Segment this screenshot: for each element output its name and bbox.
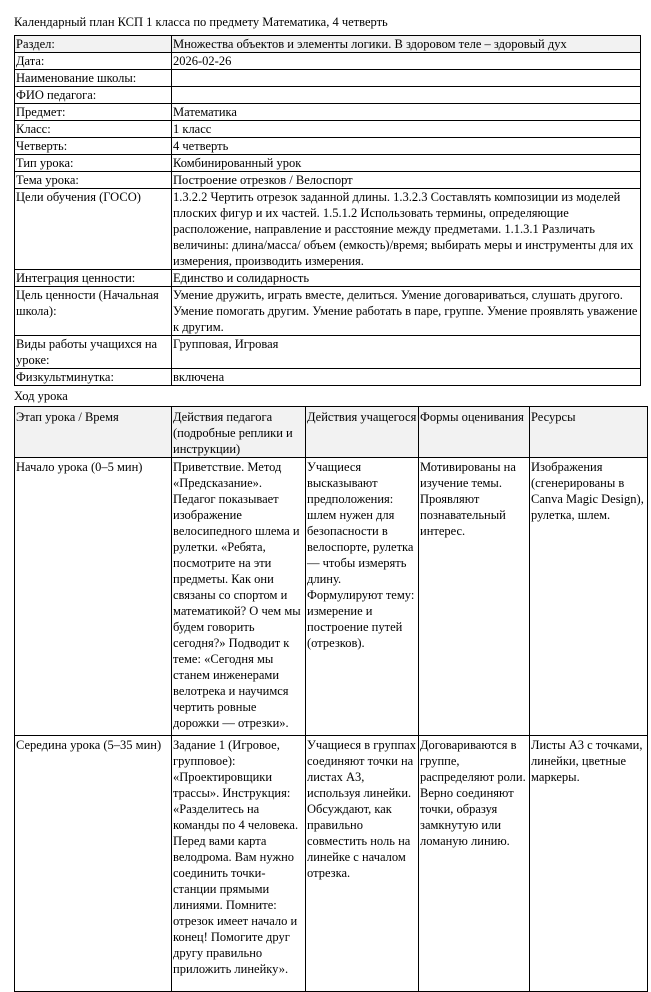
lesson-header-cell: Ресурсы bbox=[530, 407, 648, 458]
info-key: Предмет: bbox=[15, 104, 172, 121]
lesson-cell: Начало урока (0–5 мин) bbox=[15, 458, 172, 736]
info-row bbox=[15, 155, 641, 172]
info-key: Четверть: bbox=[15, 138, 172, 155]
info-value bbox=[172, 87, 641, 104]
info-value: Групповая, Игровая bbox=[172, 336, 641, 369]
info-key: Дата: bbox=[15, 53, 172, 70]
info-value: Умение дружить, играть вместе, делиться. Умение договариваться, слушать другого. Умение помогать другим. Умение работать в паре, группе. Умение проявлять уважение к другим. bbox=[172, 287, 641, 336]
lesson-table bbox=[14, 406, 648, 992]
info-table bbox=[14, 35, 641, 386]
lesson-cell: Середина урока (5–35 мин) bbox=[15, 736, 172, 992]
info-key: Раздел: bbox=[15, 36, 172, 53]
info-row bbox=[15, 172, 641, 189]
lesson-cell: Задание 1 (Игровое, групповое): «Проектировщики трассы». Инструкция: «Разделитесь на команды по 4 человека. Перед вами карта велодрома. Вам нужно соединить точки-станции прямыми линиями. Помните: отрезок имеет начало и конец! Помогите друг другу правильно приложить линейку». bbox=[172, 736, 306, 992]
info-row bbox=[15, 336, 641, 369]
info-key: Цели обучения (ГОСО) bbox=[15, 189, 172, 270]
info-value: Единство и солидарность bbox=[172, 270, 641, 287]
info-key: Наименование школы: bbox=[15, 70, 172, 87]
lesson-header-cell: Этап урока / Время bbox=[15, 407, 172, 458]
lesson-cell: Листы А3 с точками, линейки, цветные маркеры. bbox=[530, 736, 648, 992]
lesson-cell: Учащиеся высказывают предположения: шлем нужен для безопасности в велоспорте, рулетка — чтобы измерять длину. Формулируют тему: измерение и построение путей (отрезков). bbox=[306, 458, 419, 736]
info-value: Множества объектов и элементы логики. В здоровом теле – здоровый дух bbox=[172, 36, 641, 53]
info-value: 4 четверть bbox=[172, 138, 641, 155]
document-page bbox=[14, 12, 644, 992]
info-key: Тема урока: bbox=[15, 172, 172, 189]
info-row bbox=[15, 87, 641, 104]
info-key: Цель ценности (Начальная школа): bbox=[15, 287, 172, 336]
info-value: Математика bbox=[172, 104, 641, 121]
info-value bbox=[172, 70, 641, 87]
info-row bbox=[15, 70, 641, 87]
table-row bbox=[15, 736, 648, 992]
info-row bbox=[15, 53, 641, 70]
lesson-cell: Учащиеся в группах соединяют точки на листах А3, используя линейки. Обсуждают, как правильно совместить ноль на линейке с началом отрезка. bbox=[306, 736, 419, 992]
lesson-header-cell: Действия учащегося bbox=[306, 407, 419, 458]
info-row bbox=[15, 138, 641, 155]
lesson-header-cell: Действия педагога (подробные реплики и инструкции) bbox=[172, 407, 306, 458]
table-row bbox=[15, 458, 648, 736]
info-value: 1 класс bbox=[172, 121, 641, 138]
info-key: Виды работы учащихся на уроке: bbox=[15, 336, 172, 369]
info-value: Комбинированный урок bbox=[172, 155, 641, 172]
info-row bbox=[15, 287, 641, 336]
document-title: Календарный план КСП 1 класса по предмету Математика, 4 четверть bbox=[14, 15, 388, 29]
info-row bbox=[15, 270, 641, 287]
info-row bbox=[15, 36, 641, 53]
info-key: Физкультминутка: bbox=[15, 369, 172, 386]
info-row bbox=[15, 189, 641, 270]
lesson-cell: Изображения (сгенерированы в Canva Magic Design), рулетка, шлем. bbox=[530, 458, 648, 736]
info-value: 1.3.2.2 Чертить отрезок заданной длины. 1.3.2.3 Составлять композиции из моделей плоских фигур и их частей. 1.5.1.2 Использовать термины, определяющие расположение, направление и расстояние между предметами. 1.1.3.1 Различать величины: длина/масса/ объем (емкость)/время; выбирать меры и инструменты для их измерения, производить измерения. bbox=[172, 189, 641, 270]
lesson-cell: Мотивированы на изучение темы. Проявляют познавательный интерес. bbox=[419, 458, 530, 736]
lesson-section-title: Ход урока bbox=[14, 389, 68, 403]
info-row bbox=[15, 121, 641, 138]
lesson-cell: Договариваются в группе, распределяют роли. Верно соединяют точки, образуя замкнутую или ломаную линию. bbox=[419, 736, 530, 992]
info-key: Тип урока: bbox=[15, 155, 172, 172]
info-value: Построение отрезков / Велоспорт bbox=[172, 172, 641, 189]
lesson-cell: Приветствие. Метод «Предсказание». Педагог показывает изображение велосипедного шлема и рулетки. «Ребята, посмотрите на эти предметы. Как они связаны со спортом и математикой? О чем мы будем говорить сегодня?» Подводит к теме: «Сегодня мы станем инженерами велотрека и научимся чертить ровные дорожки — отрезки». bbox=[172, 458, 306, 736]
info-key: ФИО педагога: bbox=[15, 87, 172, 104]
info-value: 2026-02-26 bbox=[172, 53, 641, 70]
lesson-header-cell: Формы оценивания bbox=[419, 407, 530, 458]
info-key: Интеграция ценности: bbox=[15, 270, 172, 287]
info-key: Класс: bbox=[15, 121, 172, 138]
info-row bbox=[15, 104, 641, 121]
info-value: включена bbox=[172, 369, 641, 386]
lesson-header-row bbox=[15, 407, 648, 458]
info-row bbox=[15, 369, 641, 386]
